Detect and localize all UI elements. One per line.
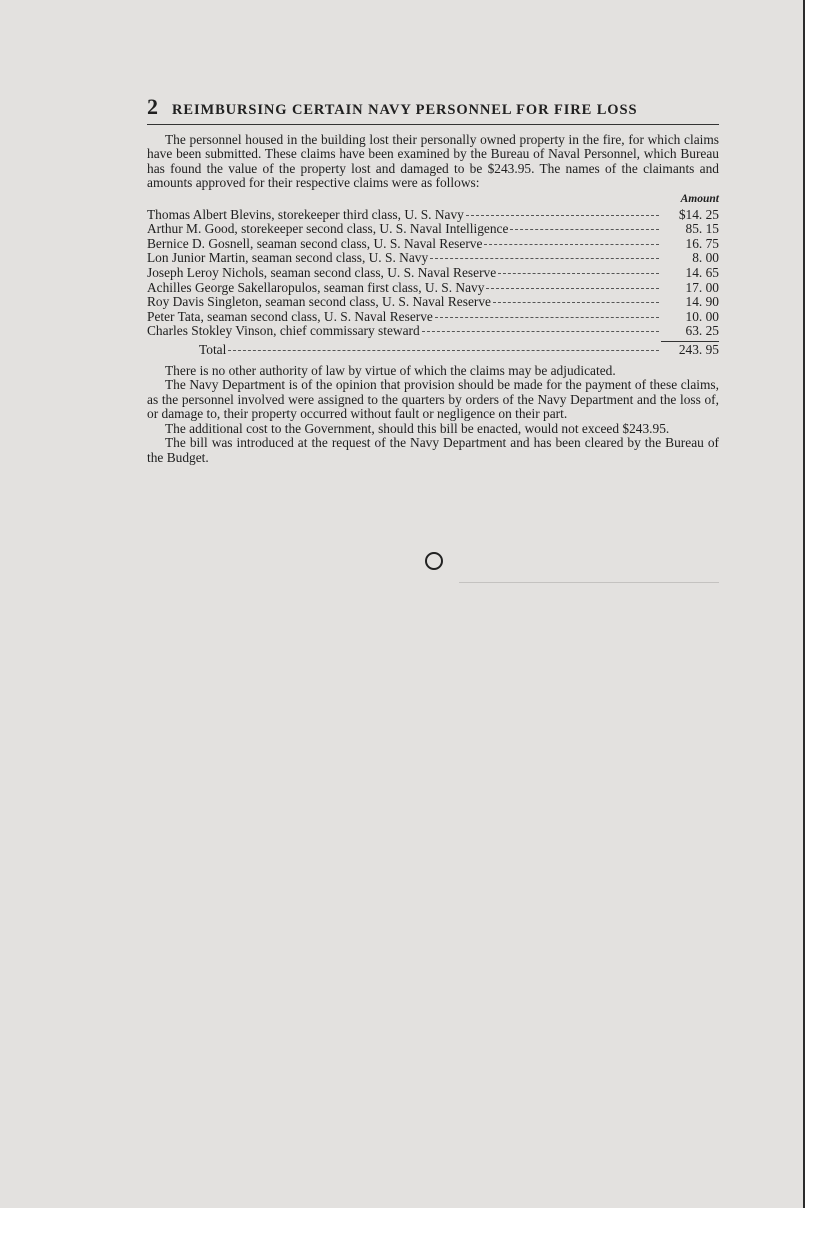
claimant-name: Roy Davis Singleton, seaman second class, U. S. Naval Reserve <box>147 294 491 310</box>
dot-leader <box>422 331 659 332</box>
claim-amount: 17. 00 <box>685 279 719 295</box>
body-paragraph: The additional cost to the Government, should this bill be enacted, would not exceed $243.95. <box>165 420 670 436</box>
claimant-name: Thomas Albert Blevins, storekeeper third class, U. S. Navy <box>147 206 464 222</box>
claim-amount: 14. 90 <box>685 294 719 310</box>
claim-amount: 10. 00 <box>685 308 719 324</box>
claim-row <box>147 251 719 266</box>
dot-leader <box>493 302 659 303</box>
claim-row <box>147 222 719 237</box>
dot-leader <box>228 350 659 351</box>
bleed-through-text: ⎯⎯⎯⎯⎯⎯⎯⎯⎯⎯⎯⎯⎯⎯⎯⎯⎯⎯⎯⎯⎯⎯⎯⎯⎯⎯⎯⎯⎯⎯⎯⎯⎯⎯⎯⎯⎯⎯⎯⎯ <box>459 574 719 589</box>
dot-leader <box>484 244 659 245</box>
running-title: REIMBURSING CERTAIN NAVY PERSONNEL FOR FIRE LOSS <box>172 102 638 118</box>
claim-amount: 63. 25 <box>685 323 719 339</box>
claimant-name: Peter Tata, seaman second class, U. S. Naval Reserve <box>147 308 433 324</box>
claimant-name: Charles Stokley Vinson, chief commissary steward <box>147 323 420 339</box>
claim-row <box>147 295 719 310</box>
amount-column-header: Amount <box>680 192 719 205</box>
claim-row <box>147 281 719 296</box>
body-paragraph: The bill was introduced at the request of the Navy Department and has been cleared by the Bureau of the Budget. <box>147 435 719 466</box>
dot-leader <box>430 258 659 259</box>
claimant-name: Lon Junior Martin, seaman second class, U. S. Navy <box>147 250 429 266</box>
dot-leader <box>435 317 659 318</box>
page-header <box>147 94 719 119</box>
document-page <box>147 94 719 466</box>
claim-row <box>147 237 719 252</box>
dot-leader <box>510 229 659 230</box>
body-paragraph: The Navy Department is of the opinion that provision should be made for the payment of these claims, as the personnel involved were assigned to the quarters by orders of the Navy Department and the loss of, or damage to, their property occurred without fault or negligence on their part. <box>147 377 719 422</box>
page-number: 2 <box>147 94 158 119</box>
total-amount: 243. 95 <box>678 341 719 357</box>
total-label: Total <box>199 341 227 357</box>
intro-paragraph: The personnel housed in the building lost their personally owned property in the fire, for which claims have been submitted. These claims have been examined by the Bureau of Naval Personnel, which Bureau has found the value of the property lost and damaged to be $243.95. The names of the claimants and amounts approved for their respective claims were as follows: <box>147 131 719 191</box>
claimant-name: Joseph Leroy Nichols, seaman second class, U. S. Naval Reserve <box>147 264 497 280</box>
claim-row <box>147 266 719 281</box>
claim-amount: 85. 15 <box>685 221 719 237</box>
dot-leader <box>466 215 659 216</box>
claim-amount: 14. 65 <box>685 264 719 280</box>
dot-leader <box>486 288 659 289</box>
claim-row <box>147 208 719 223</box>
claim-row <box>147 310 719 325</box>
claim-amount: $14. 25 <box>678 206 719 222</box>
claimant-name: Bernice D. Gosnell, seaman second class, U. S. Naval Reserve <box>147 235 483 251</box>
body-paragraph: There is no other authority of law by virtue of which the claims may be adjudicated. <box>165 362 616 378</box>
header-rule <box>147 124 719 125</box>
claimant-name: Arthur M. Good, storekeeper second class, U. S. Naval Intelligence <box>147 221 509 237</box>
claim-amount: 16. 75 <box>685 235 719 251</box>
dot-leader <box>498 273 659 274</box>
claim-row <box>147 324 719 339</box>
circle-mark <box>425 552 443 570</box>
claims-list <box>147 208 719 339</box>
total-row <box>147 343 719 358</box>
claim-amount: 8. 00 <box>692 250 719 266</box>
claimant-name: Achilles George Sakellaropulos, seaman first class, U. S. Navy <box>147 279 485 295</box>
